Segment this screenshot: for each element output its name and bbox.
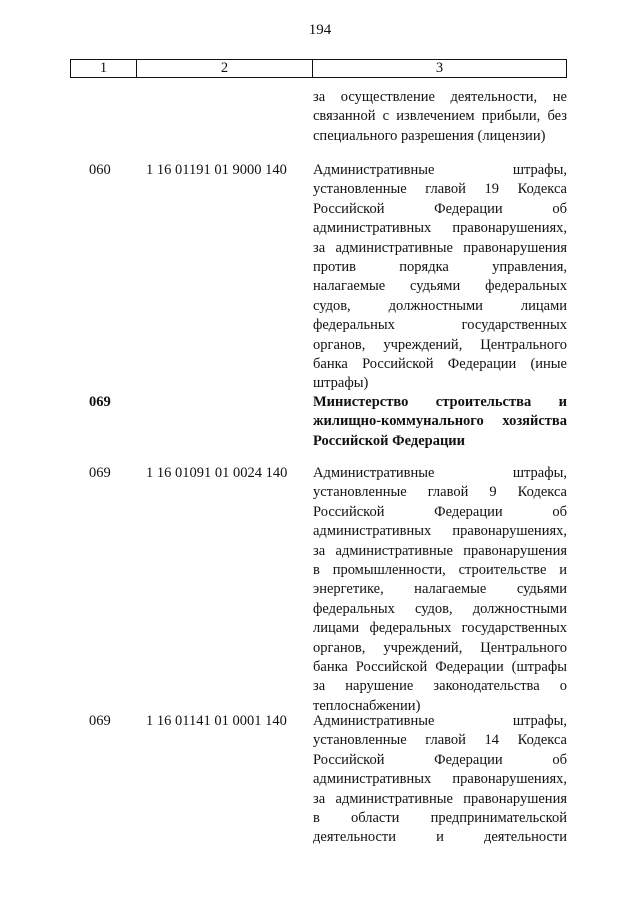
text-line: связанной с извлечением прибыли, без <box>313 108 567 125</box>
text-line: за административные правонарушения <box>313 542 567 559</box>
text-line: банка Российской Федерации (штрафы <box>313 658 567 675</box>
header-col-3: 3 <box>435 60 444 76</box>
page-number: 194 <box>308 22 332 38</box>
text-line: органов, учреждений, Центрального <box>313 639 567 656</box>
text-line: за нарушение законодательства о <box>313 678 567 695</box>
ministry-name <box>313 393 567 451</box>
text-line: в промышленности, строительстве и <box>313 561 567 578</box>
revenue-description <box>313 161 567 394</box>
budget-code: 1 16 01191 01 9000 140 <box>146 162 287 178</box>
text-line: судов, должностными лицами <box>313 297 567 314</box>
text-line: установленные главой 9 Кодекса <box>313 484 567 501</box>
text-line: федеральных судов, должностными <box>313 600 567 617</box>
table-header <box>70 59 567 78</box>
revenue-description <box>313 712 567 848</box>
text-line: Административные штрафы, <box>313 465 567 481</box>
budget-code: 1 16 01141 01 0001 140 <box>146 713 287 729</box>
text-line: Российской Федерации об <box>313 200 567 217</box>
text-line: установленные главой 19 Кодекса <box>313 181 567 198</box>
text-line: против порядка управления, <box>313 258 567 275</box>
text-line: органов, учреждений, Центрального <box>313 336 567 353</box>
text-line: за административные правонарушения <box>313 239 567 256</box>
admin-code: 069 <box>89 713 111 729</box>
text-line: Административные штрафы, <box>313 713 567 729</box>
text-line: специального разрешения (лицензии) <box>313 127 546 144</box>
text-line: деятельности и деятельности <box>313 829 567 846</box>
text-line: энергетике, налагаемые судьями <box>313 581 567 598</box>
revenue-description <box>313 464 567 716</box>
header-col-1: 1 <box>71 60 137 77</box>
admin-code: 069 <box>89 394 111 410</box>
text-line: в области предпринимательской <box>313 809 567 826</box>
text-line: за осуществление деятельности, не <box>313 89 567 105</box>
text-line: Российской Федерации <box>313 432 466 449</box>
text-line: федеральных государственных <box>313 317 567 334</box>
text-line: теплоснабжении) <box>313 697 421 714</box>
header-col-2: 2 <box>137 60 313 77</box>
admin-code: 060 <box>89 162 111 178</box>
continuation-text <box>313 88 567 146</box>
text-line: административных правонарушениях, <box>313 523 567 540</box>
text-line: административных правонарушениях, <box>313 220 567 237</box>
text-line: банка Российской Федерации (иные <box>313 355 567 372</box>
text-line: за административные правонарушения <box>313 790 567 807</box>
text-line: штрафы) <box>313 375 369 392</box>
text-line: Министерство строительства и <box>313 394 567 410</box>
budget-code: 1 16 01091 01 0024 140 <box>146 465 288 481</box>
admin-code: 069 <box>89 465 111 481</box>
text-line: Российской Федерации об <box>313 751 567 768</box>
text-line: лицами федеральных государственных <box>313 620 567 637</box>
text-line: установленные главой 14 Кодекса <box>313 732 567 749</box>
text-line: жилищно-коммунального хозяйства <box>313 413 567 430</box>
text-line: Российской Федерации об <box>313 503 567 520</box>
text-line: Административные штрафы, <box>313 162 567 178</box>
text-line: налагаемые судьями федеральных <box>313 278 567 295</box>
text-line: административных правонарушениях, <box>313 771 567 788</box>
